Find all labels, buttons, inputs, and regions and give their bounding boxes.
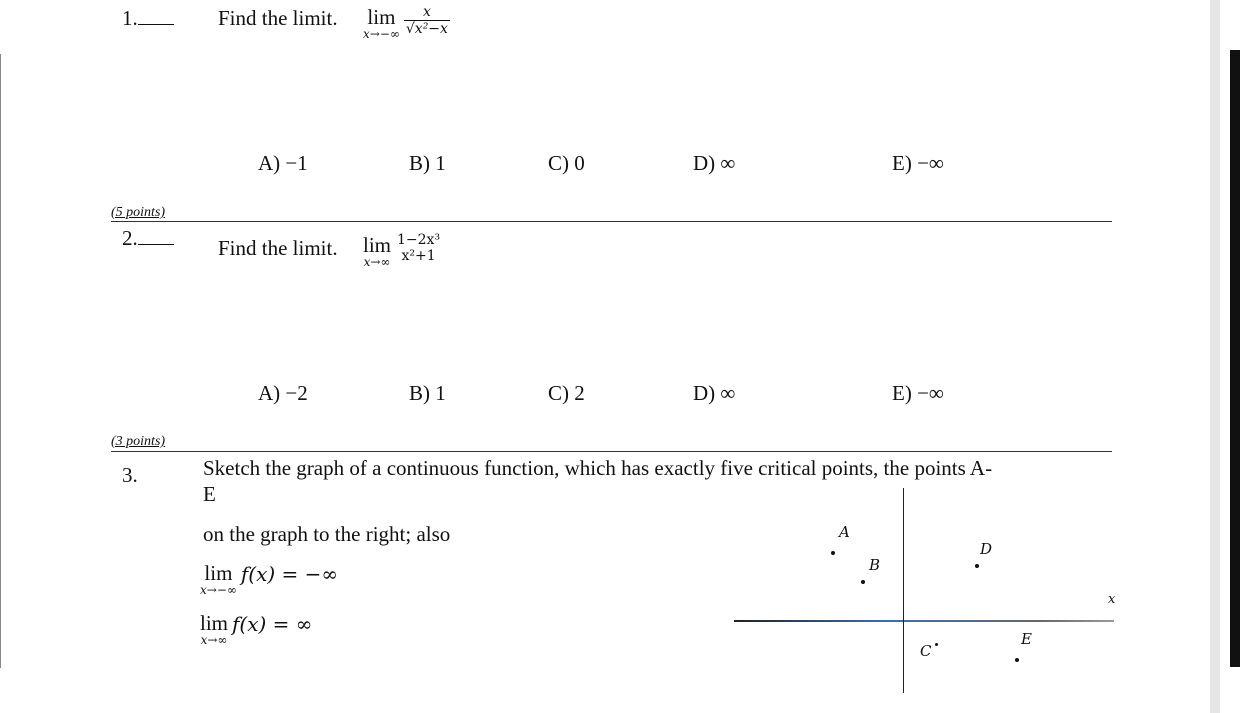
- q3-divider: [111, 451, 1112, 452]
- q2-choice-a[interactable]: A) −2: [258, 381, 308, 405]
- q3-graph-x-label: x: [1108, 592, 1116, 607]
- q3-point-d: [975, 564, 979, 568]
- q2-divider: [111, 221, 1112, 222]
- q2-points: (5 points): [111, 205, 166, 220]
- q3-point-b-label: B: [869, 556, 881, 574]
- q2-answer-blank[interactable]: [138, 226, 174, 245]
- q3-point-a-label: A: [839, 523, 850, 541]
- q1-choice-b[interactable]: B) 1: [409, 151, 446, 175]
- q2-choice-b[interactable]: B) 1: [409, 381, 446, 405]
- q2-fraction: [395, 232, 442, 264]
- q3-point-e: [1015, 658, 1019, 662]
- q3-limit-neg-inf: [200, 562, 338, 597]
- q3-text-line1: Sketch the graph of a continuous function, which has exactly five critical points, the points A-: [203, 456, 993, 480]
- q2-denominator: x²+1: [401, 247, 436, 264]
- q3-number: 3.: [122, 463, 138, 487]
- q3-limit1-lim: [200, 562, 237, 597]
- q3-limit1-sub: x→−∞: [200, 583, 237, 597]
- q1-numerator: x: [422, 4, 431, 20]
- q2-prompt: Find the limit.: [218, 236, 338, 260]
- q2-limit-expression: [363, 226, 442, 269]
- q3-points: (3 points): [111, 434, 166, 449]
- page-right-edge: [1230, 50, 1240, 667]
- q3-limit2-sub: x→∞: [200, 633, 228, 647]
- q1-number-row: [122, 6, 174, 31]
- q3-limit2-lim-word: lim: [200, 611, 229, 635]
- q2-number-row: [122, 226, 174, 251]
- q1-choice-a[interactable]: A) −1: [258, 151, 308, 175]
- q3-text-line3: on the graph to the right; also: [203, 522, 451, 546]
- q2-choice-c[interactable]: C) 2: [548, 381, 585, 405]
- q2-number: 2.: [122, 226, 138, 250]
- q1-lim-sub: x→−∞: [363, 27, 400, 41]
- q2-choice-d[interactable]: D) ∞: [693, 381, 736, 405]
- q2-lim-sub: x→∞: [363, 255, 391, 269]
- q1-choice-c[interactable]: C) 0: [548, 151, 585, 175]
- q3-point-d-label: D: [980, 540, 993, 558]
- q2-numerator: 1−2x³: [397, 231, 441, 248]
- q3-limit1-lim-word: lim: [204, 561, 233, 585]
- scrollbar-track[interactable]: [1210, 0, 1220, 713]
- q3-limit-pos-inf: [200, 612, 312, 647]
- q1-answer-blank[interactable]: [138, 6, 174, 25]
- q2-lim-word: lim: [363, 233, 392, 257]
- q3-limit2-lim: [200, 612, 228, 647]
- q3-limit2-expr: f(x) = ∞: [232, 612, 313, 636]
- q1-prompt: Find the limit.: [218, 6, 338, 30]
- q3-text-line2: E: [203, 482, 216, 506]
- q1-denominator: √x²−x: [405, 21, 448, 37]
- q1-lim: [363, 0, 400, 41]
- q1-fraction: [404, 4, 450, 37]
- q3-point-c: [935, 643, 938, 646]
- q3-limit1-expr: f(x) = −∞: [240, 562, 339, 586]
- q1-lim-word: lim: [367, 5, 396, 29]
- q3-point-b: [861, 580, 865, 584]
- q1-limit-expression: [363, 0, 450, 41]
- q1-choice-d[interactable]: D) ∞: [693, 151, 736, 175]
- q3-point-a: [831, 551, 835, 555]
- q3-graph[interactable]: [730, 488, 1125, 693]
- q2-choice-e[interactable]: E) −∞: [892, 381, 944, 405]
- q2-lim: [363, 226, 391, 269]
- q1-choice-e[interactable]: E) −∞: [892, 151, 944, 175]
- q3-point-c-label: C: [920, 642, 932, 660]
- q3-graph-y-axis: [903, 488, 904, 693]
- q3-point-e-label: E: [1021, 630, 1032, 648]
- q1-number: 1.: [122, 6, 138, 30]
- q3-graph-x-axis: [734, 620, 1114, 622]
- page-left-edge: [0, 54, 1, 668]
